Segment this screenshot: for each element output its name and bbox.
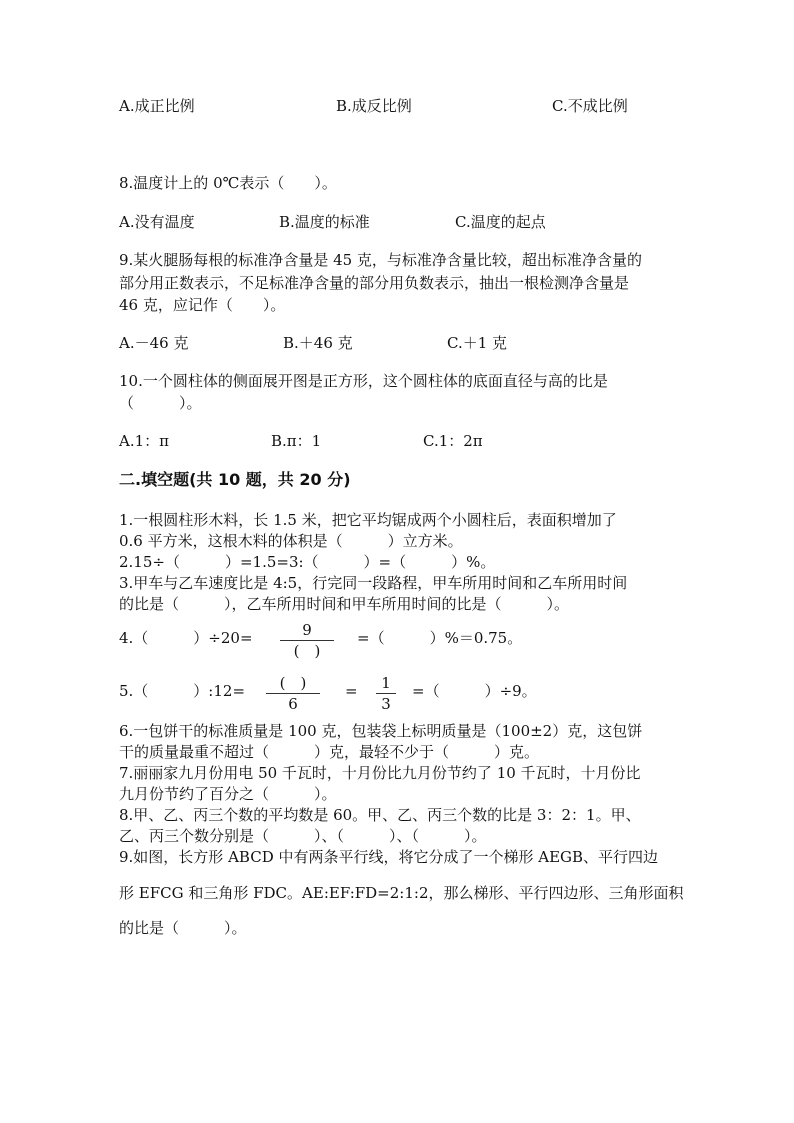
- fraction-bar: [266, 693, 320, 694]
- q9-line-2: 部分用正数表示，不足标准净含量的部分用负数表示，抽出一根检测净含量是: [119, 274, 630, 292]
- fraction-denominator: ( ): [293, 642, 321, 660]
- q8-option-c: C.温度的起点: [455, 213, 546, 231]
- fraction-numerator: 9: [302, 621, 312, 639]
- q9-option-b: B.＋46 克: [283, 334, 353, 352]
- fill-1-line-1: 1.一根圆柱形木料，长 1.5 米，把它平均锯成两个小圆柱后，表面积增加了: [119, 511, 617, 529]
- q10-line-1: 10.一个圆柱体的侧面展开图是正方形，这个圆柱体的底面直径与高的比是: [119, 372, 608, 390]
- fill-8-line-1: 8.甲、乙、丙三个数的平均数是 60。甲、乙、丙三个数的比是 3：2：1。甲、: [119, 806, 641, 824]
- fraction-denominator: 3: [381, 695, 391, 713]
- fill-1-line-2: 0.6 平方米，这根木料的体积是（ ）立方米。: [119, 532, 463, 550]
- q9-line-3: 46 克，应记作（ ）。: [119, 296, 286, 314]
- q8-option-b: B.温度的标准: [279, 213, 370, 231]
- fill-4-part-2: =（ ）%＝0.75。: [357, 629, 523, 647]
- fill-5-fraction-1: [266, 674, 320, 713]
- section-2-heading: 二.填空题(共 10 题，共 20 分): [119, 470, 351, 489]
- fill-5-equals: =: [345, 682, 358, 700]
- fill-9-line-3: 的比是（ ）。: [119, 919, 247, 937]
- fill-5-part-1: 5.（ ）:12=: [119, 682, 246, 700]
- q9-option-c: C.＋1 克: [447, 334, 508, 352]
- q8-stem: 8.温度计上的 0℃表示（ ）。: [119, 174, 337, 192]
- fraction-denominator: 6: [288, 695, 298, 713]
- fill-5-part-2: =（ ）÷9。: [412, 682, 537, 700]
- fill-9-line-2: 形 EFCG 和三角形 FDC。AE:EF:FD=2:1:2，那么梯形、平行四边形、三角形面积: [119, 884, 684, 902]
- q9-option-a: A.－46 克: [119, 334, 189, 352]
- fill-9-line-1: 9.如图，长方形 ABCD 中有两条平行线，将它分成了一个梯形 AEGB、平行四边: [119, 848, 659, 866]
- fill-2: 2.15÷（ ）=1.5=3:（ ）=（ ）%。: [119, 553, 496, 571]
- fill-4-fraction: [280, 621, 334, 660]
- q7-option-a: A.成正比例: [119, 97, 195, 115]
- fill-8-line-2: 乙、丙三个数分别是（ ）、（ ）、（ ）。: [119, 827, 487, 845]
- q10-option-b: B.π：1: [271, 432, 322, 450]
- fill-6-line-2: 干的质量最重不超过（ ）克，最轻不少于（ ）克。: [119, 743, 540, 761]
- fraction-bar: [280, 640, 334, 641]
- q9-line-1: 9.某火腿肠每根的标准净含量是 45 克，与标准净含量比较，超出标准净含量的: [119, 251, 642, 269]
- fill-4-part-1: 4.（ ）÷20=: [119, 629, 253, 647]
- q7-option-b: B.成反比例: [336, 97, 412, 115]
- fill-6-line-1: 6.一包饼干的标准质量是 100 克，包装袋上标明质量是（100±2）克，这包饼: [119, 722, 643, 740]
- q10-line-2: （ ）。: [119, 394, 202, 412]
- fraction-bar: [376, 693, 396, 694]
- q10-option-c: C.1：2π: [423, 432, 483, 450]
- q7-option-c: C.不成比例: [552, 97, 628, 115]
- fraction-numerator: ( ): [279, 674, 307, 692]
- q10-option-a: A.1：π: [119, 432, 170, 450]
- fill-3-line-1: 3.甲车与乙车速度比是 4:5，行完同一段路程，甲车所用时间和乙车所用时间: [119, 574, 628, 592]
- fill-5-fraction-2: [376, 674, 396, 713]
- fill-7-line-2: 九月份节约了百分之（ ）。: [119, 785, 337, 803]
- fill-7-line-1: 7.丽丽家九月份用电 50 千瓦时，十月份比九月份节约了 10 千瓦时，十月份比: [119, 764, 641, 782]
- fill-3-line-2: 的比是（ ），乙车所用时间和甲车所用时间的比是（ ）。: [119, 595, 570, 613]
- q8-option-a: A.没有温度: [119, 213, 195, 231]
- fraction-numerator: 1: [381, 674, 391, 692]
